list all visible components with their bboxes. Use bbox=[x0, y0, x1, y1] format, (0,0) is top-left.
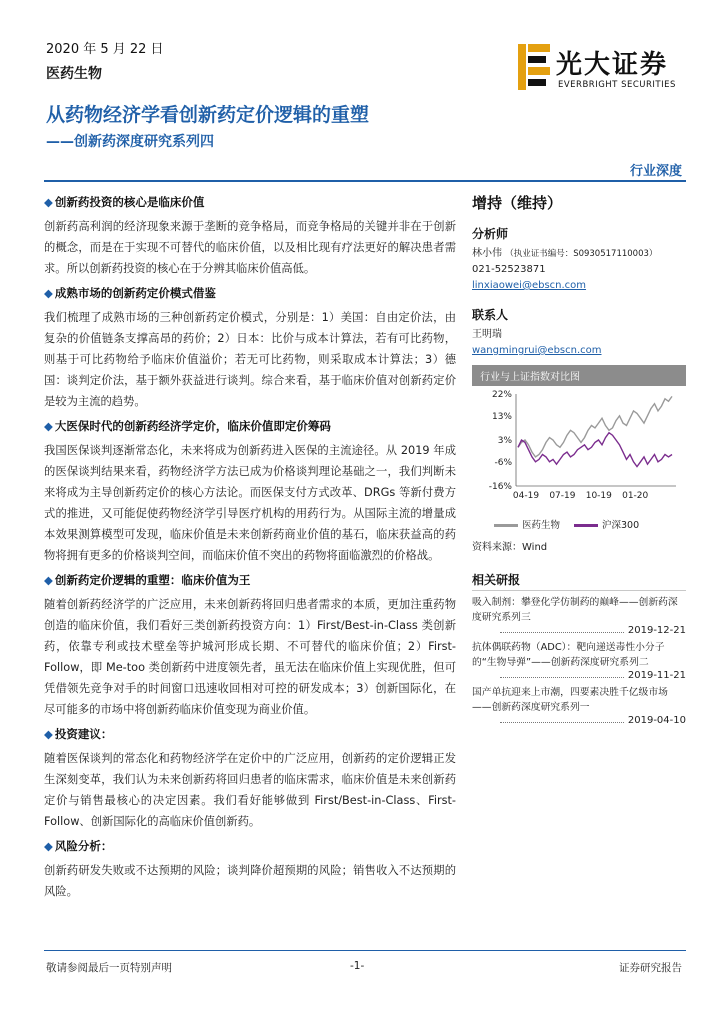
related-report-link[interactable]: 国产单抗迎来上市潮，四要素决胜千亿级市场——创新药深度研究系列一 bbox=[472, 687, 668, 713]
dot-leader bbox=[500, 722, 624, 723]
x-tick-label: 07-19 bbox=[549, 491, 576, 501]
sidebar bbox=[472, 188, 686, 726]
analyst-phone: 021-52523871 bbox=[472, 264, 546, 275]
section-paragraph: 随着创新药经济学的广泛应用，未来创新药将回归患者需求的本质，更加注重药物创造的临床价值，我们看好三类创新药投资方向：1）First/Best-in-Class 类创新药，依靠专利或技术壁垒等护城河形成长期、不可替代的临床价值；2）First-Follow，即 Me-too 类创新药中进度领先者，虽无法在临床价值上实现优胜，但可凭借领先竞争对手的时间窗口迅速收回相对可控的研发成本；3）创新国际化，在尽可能多的市场中将创新药临床价值变现为商业价值。 bbox=[44, 598, 456, 716]
report-category: 医药生物 bbox=[46, 66, 102, 82]
report-subtitle: ——创新药深度研究系列四 bbox=[46, 134, 214, 150]
analyst-info bbox=[472, 246, 686, 262]
header-divider bbox=[44, 180, 686, 182]
chart-source: 资料来源：Wind bbox=[472, 542, 548, 553]
section-paragraph: 我们梳理了成熟市场的三种创新药定价模式，分别是：1）美国：自由定价法，由复杂的价值链条支撑高昂的药价；2）日本：比价与成本计算法，若有可比药物，则基于可比药物给予临床价值溢价；若无可比药物，则采取成本计算法；3）德国：谈判定价法，基于额外获益进行谈判。综合来看，基于临床价值对创新药定价是较为主流的趋势。 bbox=[44, 311, 456, 408]
x-tick-label: 04-19 bbox=[512, 491, 540, 501]
footer-divider bbox=[44, 950, 686, 951]
company-logo bbox=[516, 40, 686, 100]
rating: 增持（维持） bbox=[472, 194, 563, 212]
footer-disclaimer: 敬请参阅最后一页特别声明 bbox=[46, 962, 172, 974]
diamond-bullet-icon: ◆ bbox=[44, 286, 53, 300]
series-line-0 bbox=[518, 396, 672, 457]
related-reports-list bbox=[472, 595, 686, 726]
legend-label: 医药生物 bbox=[522, 520, 561, 531]
section-heading bbox=[44, 418, 456, 434]
analyst-heading: 分析师 bbox=[472, 227, 509, 241]
y-tick-label: 13% bbox=[491, 411, 512, 422]
y-tick-label: 3% bbox=[497, 436, 512, 446]
section-paragraph: 我国医保谈判逐渐常态化，未来将成为创新药进入医保的主流途径。从 2019 年成的医保谈判结果来看，药物经济学方法已成为价格谈判理论基础之一，我们判断未来将成为主导创新药定价的核心方法论。而医保支付方式改革、DRGs 等新付费方式的推进，又可能促使药物经济学引导医疗机构的用药行为。从国际主流的增量成本效果测算模型可发现，临床价值是未来创新药商业价值的基石，临床获益高的药物将拥有更多的价格谈判空间，而临床价值不突出的药物将面临激烈的价格战。 bbox=[44, 444, 456, 562]
comparison-chart bbox=[472, 386, 686, 536]
section-paragraph: 随着医保谈判的常态化和药物经济学在定价中的广泛应用，创新药的定价逻辑正发生深刻变革，我们认为未来创新药将回归患者的临床需求，临床价值是未来创新药定价与销售最核心的决定因素。我们看好能够做到 First/Best-in-Class、First-Follow、创新国际化的高临床价值创新药。 bbox=[44, 752, 456, 828]
chart-legend bbox=[494, 517, 686, 531]
analyst-cert: （执业证书编号：S0930517110003） bbox=[505, 249, 658, 259]
diamond-bullet-icon: ◆ bbox=[44, 727, 53, 741]
contact-email-link[interactable]: wangmingrui@ebscn.com bbox=[472, 345, 602, 356]
section-heading-text: 创新药定价逻辑的重塑：临床价值为王 bbox=[54, 573, 251, 587]
y-tick-label: -16% bbox=[488, 482, 512, 492]
logo-mark-icon bbox=[516, 42, 552, 92]
related-report-link[interactable]: 吸入制剂：攀登化学仿制药的巅峰——创新药深度研究系列三 bbox=[472, 597, 678, 623]
main-column bbox=[44, 188, 456, 908]
diamond-bullet-icon: ◆ bbox=[44, 839, 53, 853]
legend-label: 沪深300 bbox=[602, 520, 640, 531]
section-heading-text: 大医保时代的创新药经济学定价，临床价值即定价筹码 bbox=[54, 419, 331, 433]
legend-item bbox=[494, 517, 560, 531]
section-heading bbox=[44, 726, 456, 742]
section-heading bbox=[44, 194, 456, 210]
section-paragraph: 创新药研发失败或不达预期的风险；谈判降价超预期的风险；销售收入不达预期的风险。 bbox=[44, 864, 456, 898]
section-heading bbox=[44, 572, 456, 588]
section-heading-text: 创新药投资的核心是临床价值 bbox=[54, 195, 205, 209]
y-tick-label: 22% bbox=[491, 390, 512, 400]
contact-name: 王明瑞 bbox=[472, 329, 502, 340]
chart-header: 行业与上证指数对比图 bbox=[472, 365, 686, 386]
diamond-bullet-icon: ◆ bbox=[44, 195, 53, 209]
section-paragraph: 创新药高利润的经济现象来源于垄断的竞争格局，而竞争格局的关键并非在于创新的概念，而是在于实现不可替代的临床价值，以及相比现有疗法更好的解决患者需求。所以创新药投资的核心在于分辨其临床价值高低。 bbox=[44, 220, 456, 275]
footer-label: 证券研究报告 bbox=[619, 962, 682, 974]
related-report-date: 2019-11-21 bbox=[627, 670, 686, 681]
dot-leader bbox=[500, 632, 624, 633]
logo-text: 光大证券 bbox=[556, 50, 669, 80]
related-report-date-row bbox=[472, 625, 686, 636]
section-heading bbox=[44, 838, 456, 854]
related-report-date: 2019-04-10 bbox=[627, 715, 686, 726]
x-tick-label: 01-20 bbox=[622, 491, 649, 501]
series-line-1 bbox=[518, 433, 672, 467]
related-report-date-row bbox=[472, 670, 686, 681]
related-report-date-row bbox=[472, 715, 686, 726]
diamond-bullet-icon: ◆ bbox=[44, 419, 53, 433]
report-title: 从药物经济学看创新药定价逻辑的重塑 bbox=[46, 104, 370, 126]
section-heading-text: 成熟市场的创新药定价模式借鉴 bbox=[54, 286, 216, 300]
section-heading-text: 风险分析： bbox=[54, 839, 113, 853]
y-tick-label: -6% bbox=[494, 457, 512, 468]
legend-swatch bbox=[574, 524, 598, 527]
logo-english: EVERBRIGHT SECURITIES bbox=[558, 80, 676, 90]
chart-plot bbox=[472, 386, 686, 511]
related-report-date: 2019-12-21 bbox=[627, 625, 686, 636]
dot-leader bbox=[500, 677, 624, 678]
diamond-bullet-icon: ◆ bbox=[44, 573, 53, 587]
x-tick-label: 10-19 bbox=[585, 491, 612, 501]
legend-swatch bbox=[494, 524, 518, 527]
related-reports-heading: 相关研报 bbox=[472, 571, 686, 591]
related-report-link[interactable]: 抗体偶联药物（ADC）：靶向递送毒性小分子的“生物导弹”——创新药深度研究系列二 bbox=[472, 642, 665, 668]
legend-item bbox=[574, 517, 639, 531]
industry-tag: 行业深度 bbox=[629, 164, 682, 179]
contact-heading: 联系人 bbox=[472, 308, 509, 322]
section-heading-text: 投资建议： bbox=[54, 727, 113, 741]
analyst-email-link[interactable]: linxiaowei@ebscn.com bbox=[472, 280, 587, 291]
report-date: 2020 年 5 月 22 日 bbox=[46, 42, 164, 57]
analyst-name: 林小伟 bbox=[472, 248, 502, 259]
section-heading bbox=[44, 285, 456, 301]
page-number: -1- bbox=[350, 960, 365, 972]
